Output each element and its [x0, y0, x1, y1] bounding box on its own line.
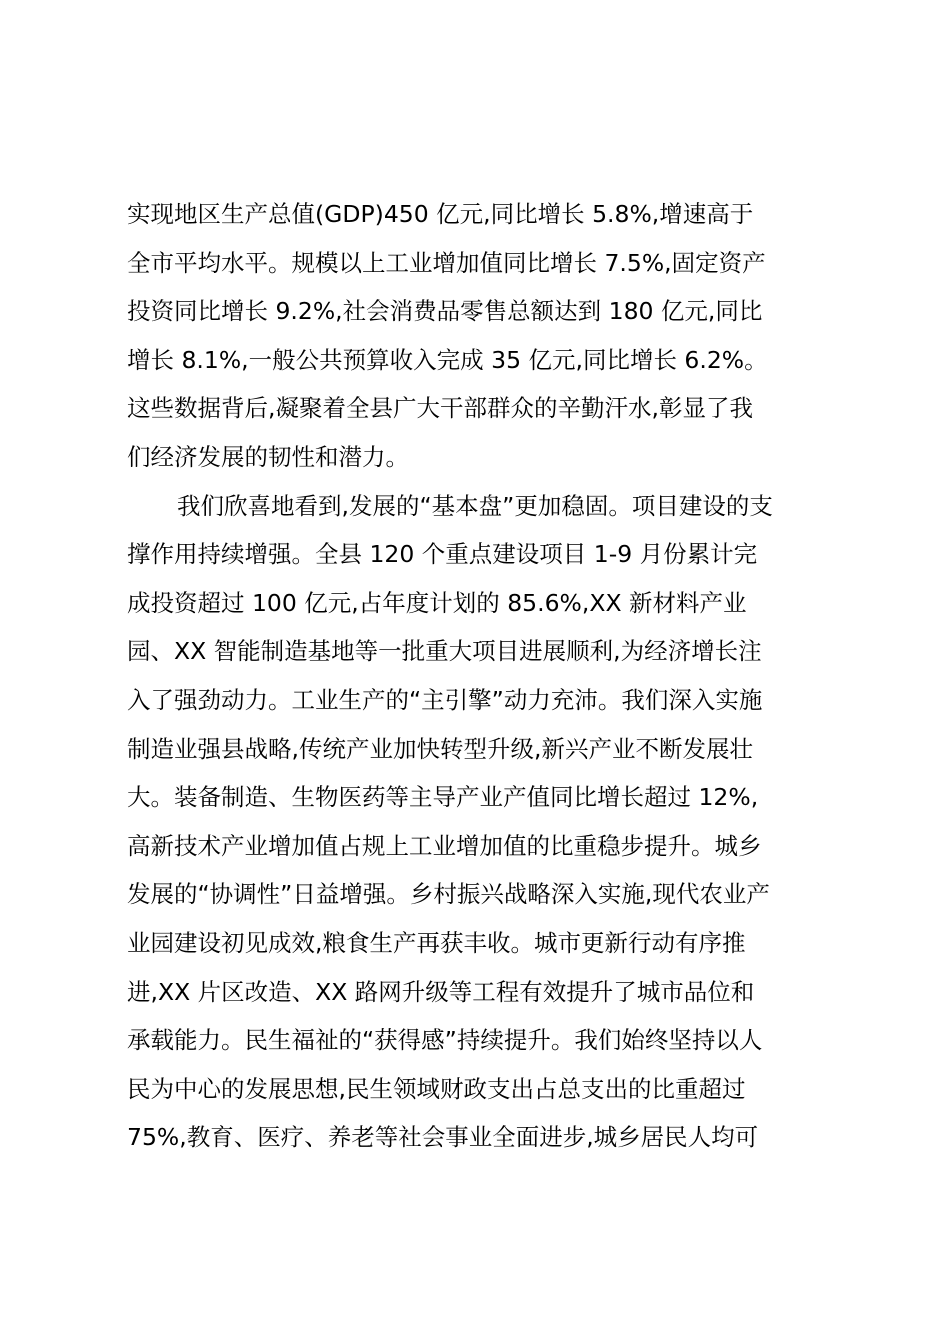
text-line: 进,XX 片区改造、XX 路网升级等工程有效提升了城市品位和: [127, 977, 755, 1006]
text-line: 业园建设初见成效,粮食生产再获丰收。城市更新行动有序推: [127, 928, 746, 957]
text-line: 园、XX 智能制造基地等一批重大项目进展顺利,为经济增长注: [127, 637, 762, 666]
text-line: 增长 8.1%,一般公共预算收入完成 35 亿元,同比增长 6.2%。: [127, 345, 768, 374]
paragraph-start-line: 我们欣喜地看到,发展的“基本盘”更加稳固。项目建设的支: [177, 491, 773, 520]
text-line: 制造业强县战略,传统产业加快转型升级,新兴产业不断发展壮: [127, 734, 753, 763]
text-line: 全市平均水平。规模以上工业增加值同比增长 7.5%,固定资产: [127, 248, 766, 277]
text-line: 承载能力。民生福祉的“获得感”持续提升。我们始终坚持以人: [127, 1026, 763, 1055]
text-line: 高新技术产业增加值占规上工业增加值的比重稳步提升。城乡: [127, 831, 762, 860]
text-line: 撑作用持续增强。全县 120 个重点建设项目 1-9 月份累计完: [127, 540, 758, 569]
body-text: [127, 190, 827, 1162]
text-line: 发展的“协调性”日益增强。乡村振兴战略深入实施,现代农业产: [127, 880, 770, 909]
text-line: 成投资超过 100 亿元,占年度计划的 85.6%,XX 新材料产业: [127, 588, 747, 617]
text-line: 们经济发展的韧性和潜力。: [127, 442, 409, 471]
text-line: 大。装备制造、生物医药等主导产业产值同比增长超过 12%,: [127, 783, 759, 812]
text-line: 实现地区生产总值(GDP)450 亿元,同比增长 5.8%,增速高于: [127, 200, 754, 228]
text-line: 入了强劲动力。工业生产的“主引擎”动力充沛。我们深入实施: [127, 685, 763, 714]
text-line: 投资同比增长 9.2%,社会消费品零售总额达到 180 亿元,同比: [127, 297, 763, 326]
text-line: 75%,教育、医疗、养老等社会事业全面进步,城乡居民人均可: [127, 1123, 759, 1152]
text-line: 民为中心的发展思想,民生领域财政支出占总支出的比重超过: [127, 1074, 746, 1103]
text-line: 这些数据背后,凝聚着全县广大干部群众的辛勤汗水,彰显了我: [127, 394, 753, 423]
